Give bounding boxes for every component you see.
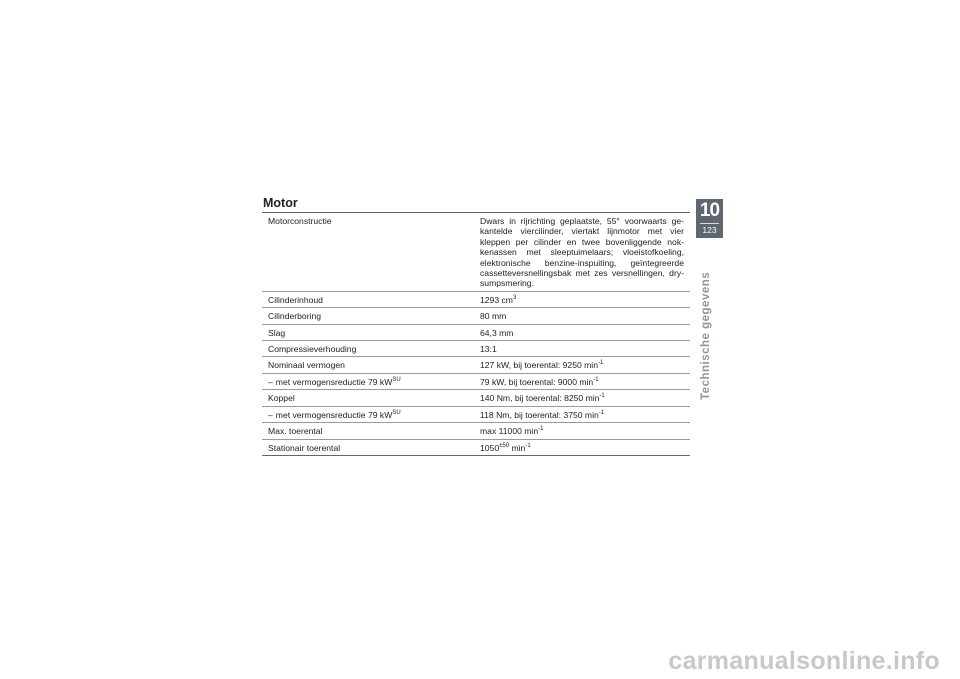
value-superscript: 3 xyxy=(512,294,517,301)
value-superscript: -1 xyxy=(593,376,599,383)
chapter-divider xyxy=(700,223,719,224)
chapter-side-title: Technische gegevens xyxy=(700,271,712,400)
value-superscript: -1 xyxy=(525,442,531,449)
row-value: 80 mm xyxy=(480,311,507,322)
table-row xyxy=(262,291,690,307)
row-value xyxy=(474,423,690,439)
row-value xyxy=(474,390,690,406)
row-label xyxy=(262,406,474,422)
page-number: 123 xyxy=(702,225,717,235)
table-row xyxy=(262,406,690,422)
row-label: Motorconstructie xyxy=(268,216,332,226)
chapter-number: 10 xyxy=(699,200,720,221)
row-label: Nominaal vermogen xyxy=(268,360,345,371)
table-row xyxy=(262,357,690,373)
row-label: Stationair toerental xyxy=(268,442,341,453)
value-text: 140 Nm, bij toerental: 8250 min xyxy=(480,393,600,404)
row-value: 64,3 mm xyxy=(480,327,514,338)
row-label: Max. toerental xyxy=(268,426,323,437)
row-value xyxy=(474,439,690,455)
table-row xyxy=(262,308,690,324)
row-value xyxy=(474,291,690,307)
value-superscript: -1 xyxy=(598,360,604,367)
table-row xyxy=(262,423,690,439)
value-text: max 11000 min xyxy=(480,426,539,437)
table-row xyxy=(262,213,690,292)
label-text: met vermogensreductie 79 kW xyxy=(275,376,393,387)
dash-marker: – xyxy=(268,376,273,387)
row-value xyxy=(474,373,690,389)
table-row xyxy=(262,324,690,340)
row-label: Cilinderinhoud xyxy=(268,294,323,305)
row-label xyxy=(262,373,474,389)
value-suffix: min xyxy=(509,442,526,453)
row-value: 13:1 xyxy=(480,344,497,355)
row-label: Cilinderboring xyxy=(268,311,322,322)
tolerance-superscript: ±50 xyxy=(499,442,510,449)
row-label: Compressieverhouding xyxy=(268,344,357,355)
value-superscript: -1 xyxy=(599,393,605,400)
label-superscript: SU xyxy=(392,409,401,416)
row-value xyxy=(474,357,690,373)
row-label: Slag xyxy=(268,327,286,338)
watermark: carmanualsonline.info xyxy=(668,647,940,675)
chapter-tab xyxy=(696,199,723,238)
table-row xyxy=(262,373,690,389)
label-superscript: SU xyxy=(392,376,401,383)
value-text: 79 kW, bij toerental: 9000 min xyxy=(480,376,594,387)
value-text: 1293 cm xyxy=(480,294,513,305)
engine-spec-table xyxy=(262,212,690,456)
value-superscript: -1 xyxy=(538,426,544,433)
value-text: 118 Nm, bij toerental: 3750 min xyxy=(480,409,599,420)
label-text: met vermogensreductie 79 kW xyxy=(275,409,393,420)
value-text: 127 kW, bij toerental: 9250 min xyxy=(480,360,598,371)
row-value xyxy=(474,406,690,422)
table-row xyxy=(262,341,690,357)
section-title: Motor xyxy=(263,196,298,210)
value-superscript: -1 xyxy=(598,409,605,416)
row-value: Dwars in rijrichting geplaatste, 55° voorwaarts ge-kantelde viercilinder, viertakt lijnmotor met vier kleppen per cilinder en twee bovenliggende nok-kenassen met sleeptuimelaars; vloeistofkoeling, elektronische benzine-inspuiting, geïntegreerde cassetteversnellingsbak met zes versnellingen, dry-sumpsmering. xyxy=(480,216,684,289)
table-row xyxy=(262,439,690,455)
value-text: 1050 xyxy=(480,442,500,453)
dash-marker: – xyxy=(268,409,273,420)
row-label: Koppel xyxy=(268,393,295,404)
table-row xyxy=(262,390,690,406)
